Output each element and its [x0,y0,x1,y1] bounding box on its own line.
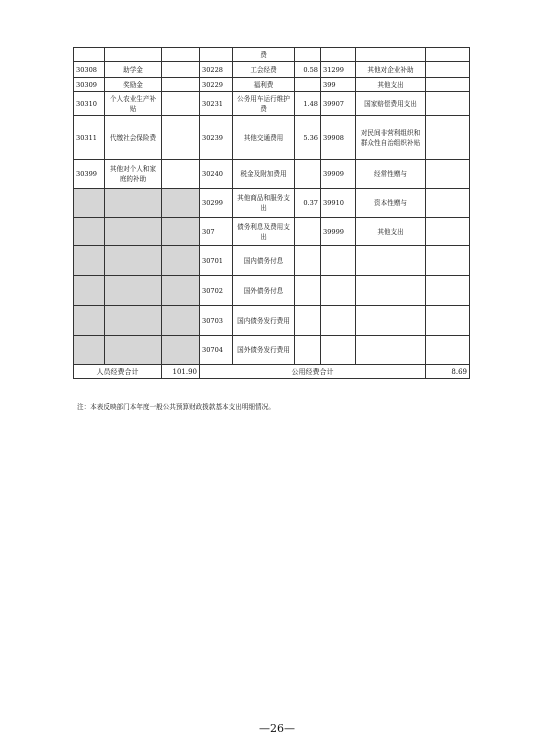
table-cell-code: 30308 [74,62,105,78]
table-cell-amount [295,160,321,189]
table-cell-name: 其他支出 [356,78,426,92]
table-cell-code [74,189,105,218]
table-cell-code [321,336,356,365]
table-row [74,306,470,336]
table-body [74,48,470,365]
table-row [74,189,470,218]
table-cell-code [74,48,105,62]
table-cell-code: 30240 [200,160,233,189]
table-cell-amount [426,92,470,116]
table-row [74,92,470,116]
table-cell-amount [426,246,470,276]
totals-row [74,365,470,379]
table-cell-amount: 0.37 [295,189,321,218]
table-cell-code: 39999 [321,218,356,246]
table-cell-name: 其他商品和服务支出 [233,189,295,218]
table-cell-amount [162,218,200,246]
table-cell-name: 其他交通费用 [233,116,295,160]
table-cell-code: 30309 [74,78,105,92]
table-cell-code [74,306,105,336]
table-cell-name: 债务利息及费用支出 [233,218,295,246]
table-cell-amount [426,306,470,336]
table-row [74,276,470,306]
table-cell-code: 30231 [200,92,233,116]
table-cell-name: 助学金 [105,62,162,78]
table-cell-amount [426,116,470,160]
table-cell-name [105,306,162,336]
table-cell-code [321,246,356,276]
table-cell-name: 公务用车运行维护费 [233,92,295,116]
table-cell-code: 39907 [321,92,356,116]
table-cell-code [74,276,105,306]
table-cell-name: 个人农业生产补贴 [105,92,162,116]
table-cell-code: 30299 [200,189,233,218]
table-row [74,116,470,160]
table-cell-name: 其他对企业补助 [356,62,426,78]
table-cell-name: 资本性赠与 [356,189,426,218]
table-cell-name: 费 [233,48,295,62]
table-cell-code [321,276,356,306]
table-cell-amount [162,276,200,306]
table-cell-name [356,306,426,336]
table-cell-amount [162,62,200,78]
public-total-amount: 8.69 [426,365,470,379]
table-cell-code: 39908 [321,116,356,160]
table-cell-name [356,48,426,62]
table-cell-name: 其他支出 [356,218,426,246]
table-cell-name [105,276,162,306]
table-cell-code: 30703 [200,306,233,336]
table-cell-code: 30702 [200,276,233,306]
public-total-label: 公用经费合计 [200,365,426,379]
table-row [74,48,470,62]
table-cell-name [356,336,426,365]
table-footnote: 注：本表反映部门本年度一般公共预算财政拨款基本支出明细情况。 [77,403,275,411]
table-row [74,218,470,246]
table-row [74,246,470,276]
table-cell-amount [162,189,200,218]
table-cell-code: 39909 [321,160,356,189]
personnel-total-label: 人员经费合计 [74,365,162,379]
table-cell-code [321,48,356,62]
table-cell-name: 经常性赠与 [356,160,426,189]
table-cell-name: 国内债务发行费用 [233,306,295,336]
table-cell-name [356,276,426,306]
table-cell-code: 30701 [200,246,233,276]
table-cell-amount [162,48,200,62]
table-cell-amount: 1.48 [295,92,321,116]
table-cell-amount [162,116,200,160]
table-cell-code: 30310 [74,92,105,116]
table-cell-code: 30228 [200,62,233,78]
table-cell-name: 税金及附加费用 [233,160,295,189]
table-cell-amount [162,336,200,365]
table-cell-code: 30704 [200,336,233,365]
table-cell-name: 国家赔偿费用支出 [356,92,426,116]
table-cell-amount [162,306,200,336]
table-cell-name [105,48,162,62]
table-row [74,62,470,78]
table-cell-name: 国外债务付息 [233,276,295,306]
table-cell-amount [426,189,470,218]
table-cell-name [105,218,162,246]
table-cell-name [105,336,162,365]
table-cell-name: 国内债务付息 [233,246,295,276]
table-cell-amount [295,336,321,365]
table-cell-amount: 5.36 [295,116,321,160]
table-cell-name: 福利费 [233,78,295,92]
table-cell-amount [426,78,470,92]
table-cell-amount: 0.58 [295,62,321,78]
expenditure-detail-table [73,47,470,379]
table-cell-name: 国外债务发行费用 [233,336,295,365]
table-cell-name: 代缴社会保险费 [105,116,162,160]
table-cell-amount [426,276,470,306]
table-cell-code: 30399 [74,160,105,189]
table-cell-amount [426,160,470,189]
table-cell-name: 工会经费 [233,62,295,78]
table-cell-code: 30239 [200,116,233,160]
table-cell-code: 39910 [321,189,356,218]
table-cell-amount [295,218,321,246]
table-cell-amount [295,276,321,306]
table-cell-name [105,246,162,276]
table-cell-code [200,48,233,62]
table-cell-amount [295,306,321,336]
table-row [74,78,470,92]
table-cell-amount [426,62,470,78]
table-row [74,160,470,189]
personnel-total-amount: 101.90 [162,365,200,379]
table-cell-name: 对民间非营利组织和群众性自治组织补贴 [356,116,426,160]
table-row [74,336,470,365]
table-cell-code [74,218,105,246]
table-cell-code: 399 [321,78,356,92]
page-number: —26— [259,722,295,735]
table-cell-amount [295,48,321,62]
table-cell-code: 30311 [74,116,105,160]
table-cell-code: 30229 [200,78,233,92]
table-cell-amount [426,218,470,246]
table-cell-amount [426,336,470,365]
table-cell-amount [295,78,321,92]
table-cell-code [321,306,356,336]
table-cell-code: 307 [200,218,233,246]
table-cell-amount [295,246,321,276]
table-cell-name: 其他对个人和家庭的补助 [105,160,162,189]
table-cell-name: 奖励金 [105,78,162,92]
table-cell-amount [162,246,200,276]
table-cell-code [74,336,105,365]
table-cell-amount [162,92,200,116]
table-cell-name [356,246,426,276]
table-cell-code: 31299 [321,62,356,78]
table-cell-amount [426,48,470,62]
table-cell-code [74,246,105,276]
table-cell-amount [162,160,200,189]
table-cell-amount [162,78,200,92]
table-cell-name [105,189,162,218]
